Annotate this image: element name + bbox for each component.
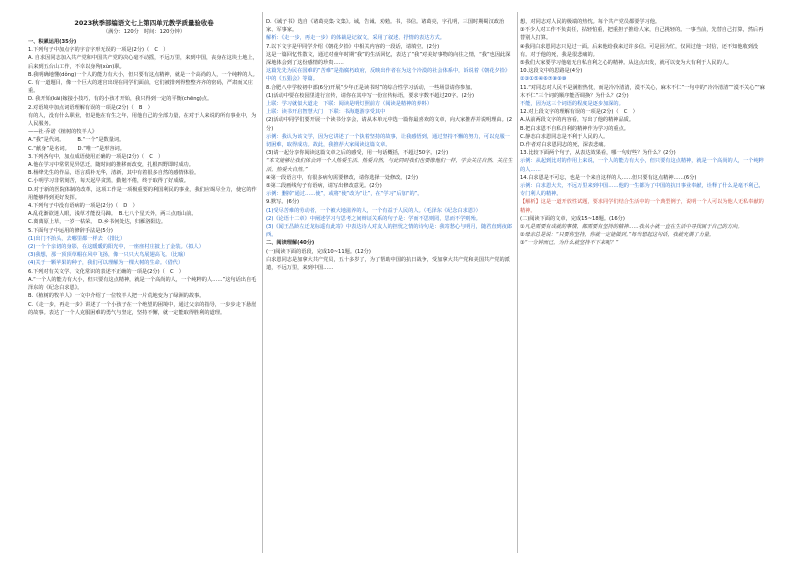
column-middle-content	[266, 18, 514, 272]
text-line: 示例：删掉“通过……使”，或将“使”改为“让”，在“学习”后加“的”。	[266, 191, 423, 198]
text-line: C.离离原上草，一岁一枯荣。 D.乡书何处达，归雁洛阳边。	[28, 219, 167, 226]
column-right-content	[520, 18, 768, 248]
text-line: (1)受尽苦难的劳动者，一个被大地滋养的人，一个有益于人民的人。（毛泽东《纪念白求恩》）	[266, 207, 481, 214]
text-line: 6.下列对有关文学、文化常识的表述不正确的一项是(2分)（ C ）	[28, 268, 184, 275]
text-line: C. 有一道题目，像一个巨大的迷宫出现在同学们面前，它们被排列得整整齐齐的密码，严肃而又庄重。	[28, 80, 253, 95]
text-line: ②母亲总是说：“只要你坚持，你就一定能做到。”每当想起这句话，我就充满了力量。	[520, 232, 715, 239]
text-line: 白求恩同志是加拿大共产党员，五十多岁了，为了帮助中国的抗日战争，受加拿大共产党和美国共产党的派遣，不远万里，来到中国……	[266, 256, 510, 272]
text-line: 解析：《走一步，再走一步》的体裁是记叙文，采用了叙述、抒情的表达方式。	[266, 35, 445, 42]
text-line: B.杨绛先生的作品，语言质朴无华，清新，其中有着很多自然的感情体验。	[28, 170, 200, 177]
text-line: 5.下面句子中运用的修辞手法是(5分)	[28, 227, 113, 234]
text-line: 2.对语境中加点词语理解有误的一项是(2分)（ B ）	[28, 104, 153, 111]
text-line: “本文能够让我们体会到一个人热爱生活、热爱自然，与此同时我们也要像他们一样，学会关注自然、关注生活，热爱大自然。”	[266, 158, 513, 173]
text-line: 这是一篇回忆性散文，通过对童年时期“我”的生活回忆，表达了“我”对美好事物的向往之情，“我”也因此深深地体会到了这份感情的珍贵……	[266, 51, 511, 67]
text-line: 8.合肥八中学校初中部(6分)开展“少年正是读书时”的综合性学习活动，一些场景请你参加。	[266, 84, 476, 91]
text-line: (2)活动中同学们要开展一个读书分享会，请从本单元中选一篇你最喜欢的文章，向大家推荐并说明理由。(2分)	[266, 117, 513, 132]
text-line: (3)请一起分享你阅读这篇文章之后的感受，用一句话概括，不超过50字。(2分)	[266, 150, 449, 157]
text-line: (1)活动中要在校园里进行宣传，请你在其中写一份宣传标语，要求字数不超过20字。(2分)	[266, 92, 475, 99]
column-divider	[262, 12, 263, 553]
text-line: 12.对上段文字的理解有误的一项是(2分)（ C ）	[520, 109, 638, 116]
column-middle	[266, 18, 514, 551]
column-divider	[517, 12, 518, 553]
text-line: ④第一段语言中，有很多病句需要修改，请你选择一处修改。(2分)	[266, 174, 419, 181]
text-line: (3)我想，那一顶顶草帽在风中飞扬，像一只只大鸟展翅高飞。（比喻）	[28, 252, 189, 259]
text-line: 示例：我认为该文学，因为它讲述了一个执着坚持的故事，让我感悟到，通过坚持不懈的努力，可以克服一切困难，取得成功。故此，我推荐大家阅读这篇文章。	[266, 133, 510, 149]
text-line: ③“一分钟而已，为什么就坚持不下来呢？”	[520, 240, 619, 247]
text-line: B.《植树的牧羊人》一文中介绍了一位牧羊人把一片荒地变为了绿洲的故事。	[28, 293, 205, 300]
text-line: A. 自求因同志加入共产党和中国共产党的决心毫不动摇，不远万里，来到中国，丧身在这块土地上，后来到五台山工作，不幸以身殉(xùn)职。	[28, 55, 258, 70]
text-line: ⑤第二段画线句子有语病，请写出修改意见。(2分)	[266, 183, 382, 190]
text-line: A.他在学习中常常见异思迁，随时间的推移而改变，扎根四野即时成功。	[28, 162, 194, 169]
text-line: ⑤我们大家要学习他毫无自私自利之心的精神。从这点出发，就可以变为大有利于人民的人。	[520, 60, 733, 67]
text-line: (2)《论语十二章》中阐述学习与思考之间辩证关系的句子是：学而不思则罔，思而不学则殆。	[266, 215, 481, 222]
column-left	[28, 18, 260, 551]
text-line: 示例：从起到比对的作用上来说，一个人的能力有大小，但只要有这点精神，就是一个高尚的人，一个纯粹的人……	[520, 158, 764, 173]
text-line: D.对于新的医院体制的改革，这项工作是一项极重要的利国利民的事业，我们应竭尽全力，使它的作用能够得到更好发挥。	[28, 186, 257, 201]
text-line: C.《走一步，再走一步》讲述了一个小孩子在一个绝望的困境中，通过父亲的指导，一步步走下悬崖的故事。表达了一个人克服困难的勇气与坚定，坚持不懈，就一定能取得胜利的道理。	[28, 301, 257, 316]
text-line: ②③①⑤④⑥⑦⑧⑨⑩	[520, 76, 567, 83]
page-title: 2023秋季部编语文七上第四单元教学质量验收卷	[74, 19, 214, 27]
text-line: 1.下列句子中加点字的字音字形无误的一项是(2分)（ C ）	[28, 47, 169, 54]
text-line: ——社·乔诺《植树的牧羊人》	[28, 129, 98, 136]
text-line: ③不少人对工作不负责任，拈轻怕重，把重担子推给人家，自己挑轻的。一事当前，先替自己打算，然后再替别人打算。	[520, 27, 764, 42]
page-subtitle: （满分：120分 时间：120分钟）	[102, 29, 186, 35]
text-line: C.小明学习非常刻苦，每天起早贪黑，勤勉不倦，终于取得了好成绩。	[28, 178, 189, 185]
text-line: 上联：读书开启智慧大门 下联：书海遨游享受其中	[266, 109, 386, 116]
text-line: 【解析】这是一道开放性试题，要求同学们结合生活中的一个典型例子，说明一个人可以为他人无私奉献的精神。	[520, 199, 764, 214]
text-line: (2)一个个亲切的身影，在这暖暖的阳光中，一座座村庄披上了金装。（拟人）	[28, 244, 204, 251]
text-line: 14.白求恩是不可忘，也是一个来自这样的人……但只要有这点精神……(6分)	[520, 174, 697, 181]
text-line: C.静态白求恩同志是不利于人民的人。	[520, 133, 609, 140]
text-line: 想，对同志对人民的极端的热忱。每个共产党员都要学习他。	[520, 19, 661, 25]
text-line: 10.这段文中的思路是(4分)	[520, 68, 583, 75]
text-line: B.把白求恩不自私自利的精神作为学习的重点。	[520, 125, 629, 132]
text-line: 二、阅读理解(40分)	[266, 240, 315, 247]
text-line: (1)出门不抬头，去哪里都一样去 （排比）	[28, 235, 126, 242]
text-line: 9.默写。(6分)	[266, 199, 300, 206]
text-line: C.“献身”是名词。 D.“唯一”是形容词。	[28, 145, 125, 152]
text-line: D. 我开始(kāi)嫁接小技巧，有的小孩才开始，我只得到一定的平衡(chēng)点。	[28, 96, 213, 103]
text-line: (一)阅读下面的语段，完成10~11题。(12分)	[266, 248, 371, 255]
column-left-content	[28, 38, 260, 317]
text-line: 这篇先先为民在国难的“苦难”是指腐朽政府，反映出作者在为这个冷漠的社会体系中，诉说着《朝花夕拾》中的《五猖会》等篇。	[266, 68, 511, 83]
text-line: (4)关于一颗苹果的种子，我们可以理解为一棵大树的生命。（借代）	[28, 260, 184, 267]
text-line: 一、积累运用(35分)	[28, 39, 77, 45]
text-line: 7.以下文字是甲同学介绍《朝花夕拾》中相关内容的一段话，请填空。(2分)	[266, 43, 440, 50]
text-line: (3)《闻王昌龄左迁龙标遥有此寄》中表达诗人对友人的担忧之情的诗句是：我寄愁心与明月，随君直到夜郎西。	[266, 224, 512, 239]
text-line: A.“我”是代词。 B.“一个”是数量词。	[28, 137, 125, 144]
text-line: A.乱花渐欲迷人眼，浅草才能没马蹄。 B.七八个星天外，两三点雨山前。	[28, 211, 197, 218]
text-line: B.我明确地懂(dǒng)一个人的能力有大小，但只要有这点精神，就是一个高尚的人，一个纯粹的人。	[28, 71, 258, 78]
text-line: 有的人，没有什么职业，但是他在有生之年，用他自己的全部力量，在对于人来说的所有事业中，为人民服务。	[28, 112, 257, 128]
text-line: D.作者对白求恩同志的死，深表悲痛。	[520, 142, 609, 149]
column-right	[520, 18, 768, 551]
text-line: 不能，因为这三个词语的程度是逐步加深的。	[520, 101, 624, 108]
text-line: 11.“对同志对人民不是满腔热忱，而是冷冷清清，漠不关心，麻木不仁”一句中的“冷冷清清”“漠不关心”“麻木不仁”三个词的顺序能否调换？为什么？(2分)	[520, 84, 765, 99]
text-line: ④我同白求恩同志只见过一面。后来他给我来过许多信。可是因为忙，仅回过他一封信，还不知他收到没有。对于他的死，我是很悲痛的。	[520, 43, 759, 58]
text-line: 4.下列句子中没有语病的一项是(2分)（ D ）	[28, 203, 138, 210]
text-line: D.《诫子书》选自《诸葛亮集·文集》。诫，告诫、劝勉。书，书信。诸葛亮，字孔明，三国时期蜀汉政治家、军事家。	[266, 19, 505, 34]
text-line: 上联：学习就似大道走 下联：阅读是明灯照前方（阅读是精神的养料）	[266, 101, 433, 108]
text-line: A.从前两段文字的内容看，写出了他的精神品质。	[520, 117, 635, 124]
text-line: (二)阅读下面的文章，完成15~18题。(16分)	[520, 215, 625, 222]
text-line: 13.比较下面两个句子，从表达效果看，哪一句好些？为什么？(2分)	[520, 150, 676, 157]
text-line: ①凡是需要有成就的事情，都需要有坚持的精神……我从小就一直在生活中寻找属于自己的方向。	[520, 224, 743, 231]
text-line: 示例：白求恩大夫，不远万里来到中国……他的一生都为了中国的抗日事业奉献，诠释了什么是毫不利己，专门利人的精神。	[520, 183, 764, 198]
text-line: 3.下列各句中，加点成语使用正确的一项是(2分)（ C ）	[28, 153, 164, 160]
text-line: A.“一个人的能力有大小，但只要有这点精神，就是一个高尚的人，一个纯粹的人……”这句话出自毛泽东的《纪念白求恩》。	[28, 276, 257, 292]
